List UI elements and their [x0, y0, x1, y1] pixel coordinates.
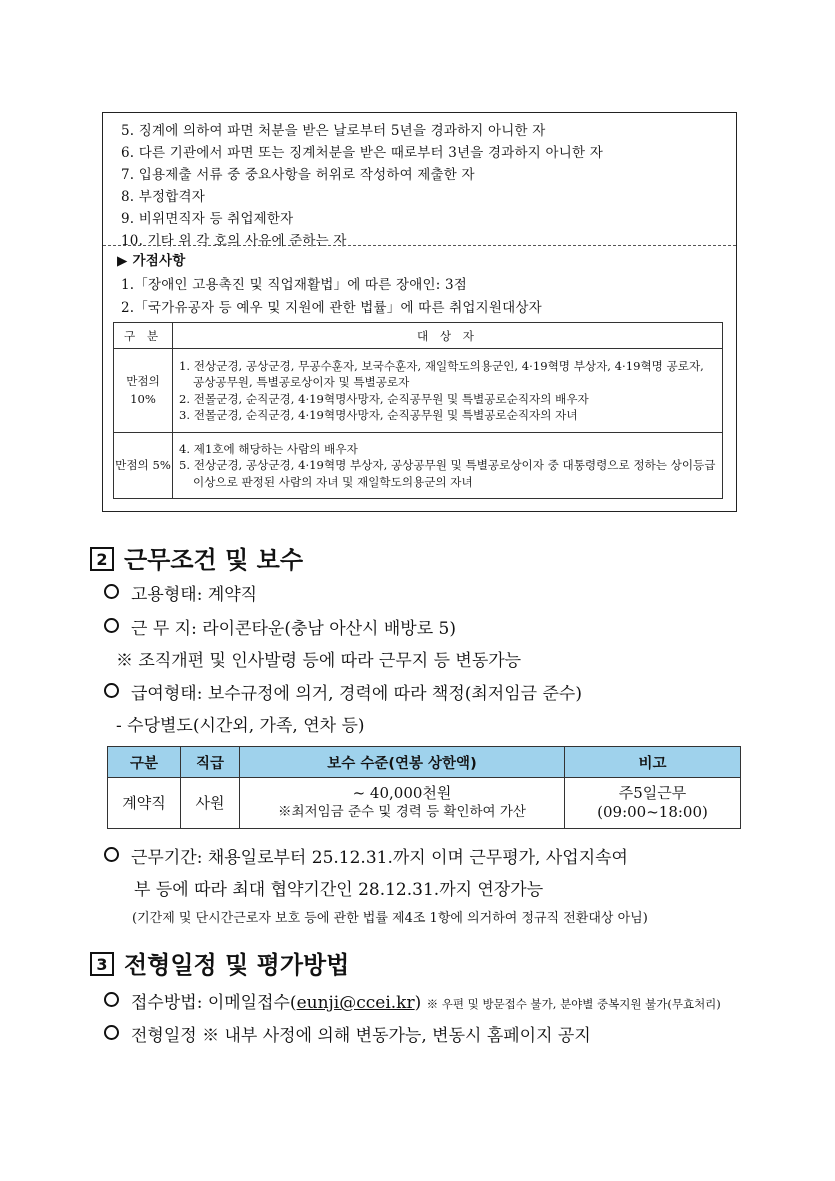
work-period: [104, 843, 628, 868]
points-10: 만점의 10%: [114, 349, 173, 433]
circle-bullet-icon: [104, 683, 119, 698]
section-title: 근무조건 및 보수: [124, 546, 303, 574]
target-item: 1. 전상군경, 공상군경, 무공수훈자, 보국수훈자, 재일학도의용군인, 4·19혁명 부상자, 4·19혁명 공로자, 공상공무원, 특별공로상이자 및 특별공로자: [179, 358, 704, 389]
eligibility-box: [102, 112, 737, 512]
period-text-1: 근무기간: 채용일로부터 25.12.31.까지 이며 근무평가, 사업지속여: [131, 848, 628, 868]
disqualify-item-7: 7. 입용제출 서류 중 중요사항을 허위로 작성하여 제출한 자: [121, 167, 475, 183]
salary-amount: ~ 40,000천원: [352, 784, 452, 802]
selection-schedule: [104, 1021, 591, 1046]
target-item: 4. 제1호에 해당하는 사람의 배우자: [179, 441, 358, 456]
pay-text: 급여형태: 보수규정에 의거, 경력에 따라 책정(최저임금 준수): [131, 684, 582, 704]
table-row: [114, 349, 723, 433]
header-salary: 보수 수준(연봉 상한액): [240, 747, 565, 778]
bonus-title: ▶ 가점사항: [117, 253, 186, 269]
circle-bullet-icon: [104, 584, 119, 599]
receipt-suffix: ): [414, 993, 422, 1013]
table-row: [108, 778, 741, 829]
target-list: [173, 433, 723, 499]
receipt-prefix: 접수방법: 이메일접수(: [131, 993, 297, 1013]
bonus-item-1: 1.「장애인 고용촉진 및 직업재활법」에 따른 장애인: 3점: [121, 277, 467, 293]
header-grade: 직급: [181, 747, 240, 778]
section-2-heading: [90, 540, 303, 575]
period-note: (기간제 및 단시간근로자 보호 등에 관한 법률 제4조 1항에 의거하여 정규직 전환대상 아님): [132, 911, 648, 926]
email-link[interactable]: eunji@ccei.kr: [296, 993, 415, 1013]
cell-type: 계약직: [108, 778, 181, 829]
target-item: 2. 전몰군경, 순직군경, 4·19혁명사망자, 순직공무원 및 특별공로순직자의 배우자: [179, 391, 589, 406]
section-title: 전형일정 및 평가방법: [124, 951, 350, 979]
section-number: 3: [90, 952, 114, 976]
disqualify-item-8: 8. 부정합격자: [121, 189, 205, 205]
schedule-text: 전형일정 ※ 내부 사정에 의해 변동가능, 변동시 홈페이지 공지: [131, 1026, 591, 1046]
points-5: 만점의 5%: [114, 433, 173, 499]
section-number: 2: [90, 547, 114, 571]
bonus-item-2: 2.「국가유공자 등 예우 및 지원에 관한 법률」에 따른 취업지원대상자: [121, 300, 542, 316]
circle-bullet-icon: [104, 847, 119, 862]
disqualify-item-10: 10. 기타 위 각 호의 사유에 준하는 자: [121, 233, 347, 249]
section-3-heading: [90, 945, 349, 980]
cell-note: [565, 778, 741, 829]
disqualify-item-5: 5. 징계에 의하여 파면 처분을 받은 날로부터 5년을 경과하지 아니한 자: [121, 123, 546, 139]
circle-bullet-icon: [104, 1025, 119, 1040]
period-text-2: 부 등에 따라 최대 협약기간인 28.12.31.까지 연장가능: [134, 880, 544, 900]
receipt-note: ※ 우편 및 방문접수 불가, 분야별 중복지원 불가(무효처리): [426, 997, 721, 1011]
bonus-points-table: [113, 322, 723, 499]
pay-type: [104, 679, 582, 704]
header-note: 비고: [565, 747, 741, 778]
work-location: [104, 614, 456, 639]
target-list: [173, 349, 723, 433]
circle-bullet-icon: [104, 618, 119, 633]
table-row: [114, 433, 723, 499]
target-item: 3. 전몰군경, 순직군경, 4·19혁명사망자, 순직공무원 및 특별공로순직자의 자녀: [179, 408, 578, 422]
disqualify-item-6: 6. 다른 기관에서 파면 또는 징계처분을 받은 때로부터 3년을 경과하지 아니한 자: [121, 145, 603, 161]
header-category: 구 분: [114, 323, 173, 349]
disqualify-item-9: 9. 비위면직자 등 취업제한자: [121, 211, 294, 227]
cell-grade: 사원: [181, 778, 240, 829]
salary-note: ※최저임금 준수 및 경력 등 확인하여 가산: [278, 804, 526, 820]
salary-table: [107, 746, 741, 829]
cell-salary: [240, 778, 565, 829]
receipt-method: [104, 988, 721, 1013]
section-divider: [103, 245, 736, 246]
employment-type: [104, 580, 257, 605]
location-note: ※ 조직개편 및 인사발령 등에 따라 근무지 등 변동가능: [116, 651, 522, 671]
workdays: 주5일근무: [618, 784, 687, 802]
table-header-row: [108, 747, 741, 778]
allowance-note: - 수당별도(시간외, 가족, 연차 등): [116, 716, 365, 736]
location-text: 근 무 지: 라이콘타운(충남 아산시 배방로 5): [131, 619, 456, 639]
table-header-row: [114, 323, 723, 349]
target-item: 5. 전상군경, 공상군경, 4·19혁명 부상자, 공상공무원 및 특별공로상이자 중 대통령령으로 정하는 상이등급 이상으로 판정된 사람의 자녀 및 재일학도의용군의 자녀: [179, 458, 716, 489]
header-type: 구분: [108, 747, 181, 778]
circle-bullet-icon: [104, 992, 119, 1007]
employment-text: 고용형태: 계약직: [131, 585, 258, 605]
work-hours: (09:00~18:00): [597, 803, 708, 821]
header-target: 대 상 자: [173, 323, 723, 349]
